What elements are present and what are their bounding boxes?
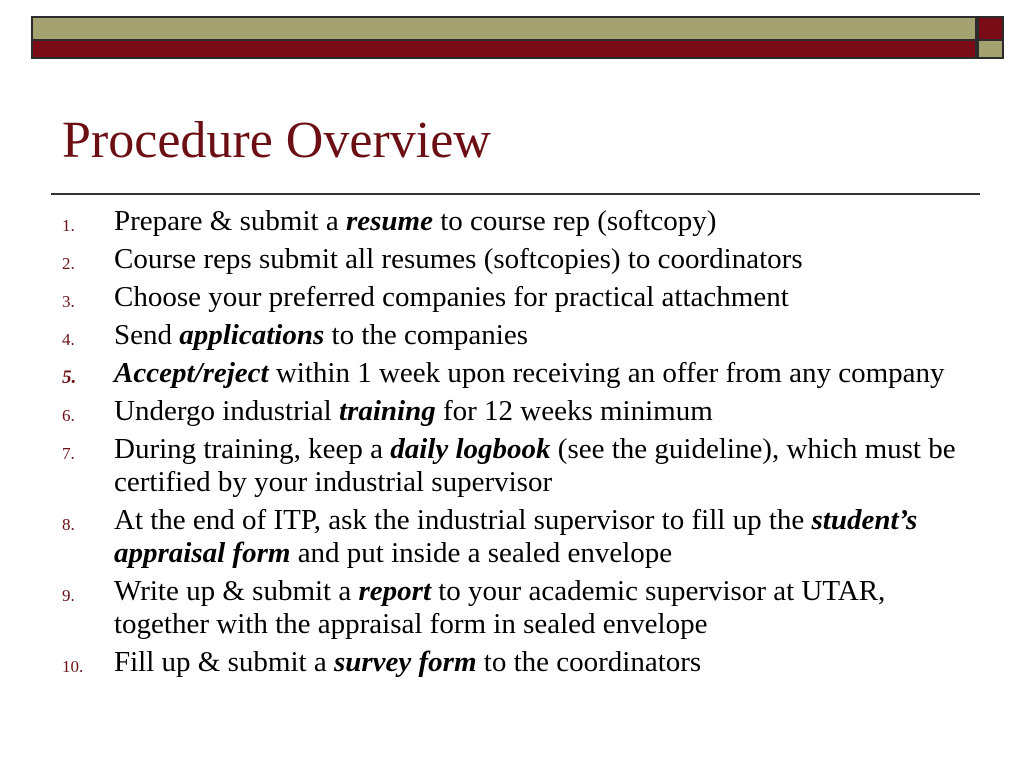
list-item: [0, 281, 1024, 314]
list-item: [0, 319, 1024, 352]
item-emphasis: daily logbook: [390, 433, 551, 465]
procedure-list: [0, 205, 1024, 684]
slide-title: Procedure Overview: [62, 112, 491, 169]
item-text: for 12 weeks minimum: [435, 395, 713, 427]
item-number: 7.: [62, 444, 75, 463]
item-emphasis: resume: [345, 205, 433, 237]
item-text: Fill up & submit a: [114, 646, 334, 678]
item-text: During training, keep a: [114, 433, 391, 465]
list-item: [0, 575, 1024, 641]
item-number: 2.: [62, 254, 75, 273]
item-text: Choose your preferred companies for practical attachment: [114, 281, 789, 313]
item-text: Write up & submit a: [114, 575, 359, 607]
item-text: (see the guideline), which must be certified by your industrial supervisor: [114, 433, 956, 498]
item-number: 5.: [62, 367, 77, 388]
item-number: 10.: [62, 657, 84, 676]
banner-olive-bar: [31, 16, 977, 41]
item-number: 3.: [62, 292, 75, 311]
item-text: to course rep (softcopy): [432, 205, 717, 237]
item-text: and put inside a sealed envelope: [290, 537, 673, 569]
item-emphasis: applications: [179, 319, 325, 351]
item-text: Undergo industrial: [114, 395, 339, 427]
banner-olive-square: [977, 39, 1004, 59]
item-number: 8.: [62, 515, 75, 534]
item-emphasis: training: [339, 395, 436, 427]
item-text: Send: [114, 319, 180, 351]
list-item: [0, 433, 1024, 499]
item-text: Prepare & submit a: [114, 205, 346, 237]
item-emphasis: student’s appraisal form: [114, 504, 918, 569]
list-item: [0, 243, 1024, 276]
list-item: [0, 357, 1024, 390]
item-text: within 1 week upon receiving an offer from any company: [268, 357, 945, 389]
list-item: [0, 646, 1024, 679]
banner-maroon-square: [977, 16, 1004, 41]
item-number: 6.: [62, 406, 75, 425]
item-text: At the end of ITP, ask the industrial supervisor to fill up the: [114, 504, 812, 536]
list-item: [0, 504, 1024, 570]
item-text: to your academic supervisor at UTAR, together with the appraisal form in sealed envelope: [114, 575, 886, 640]
item-number: 9.: [62, 586, 75, 605]
title-divider: [51, 193, 980, 195]
item-number: 1.: [62, 216, 75, 235]
item-text: to the coordinators: [476, 646, 702, 678]
item-emphasis: Accept/reject: [114, 357, 269, 389]
item-emphasis: report: [358, 575, 431, 607]
banner-maroon-bar: [31, 39, 977, 59]
list-item: [0, 205, 1024, 238]
item-text: Course reps submit all resumes (softcopies) to coordinators: [114, 243, 803, 275]
item-number: 4.: [62, 330, 75, 349]
title-banner: [0, 0, 1024, 70]
item-text: to the companies: [324, 319, 529, 351]
item-emphasis: survey form: [333, 646, 477, 678]
list-item: [0, 395, 1024, 428]
